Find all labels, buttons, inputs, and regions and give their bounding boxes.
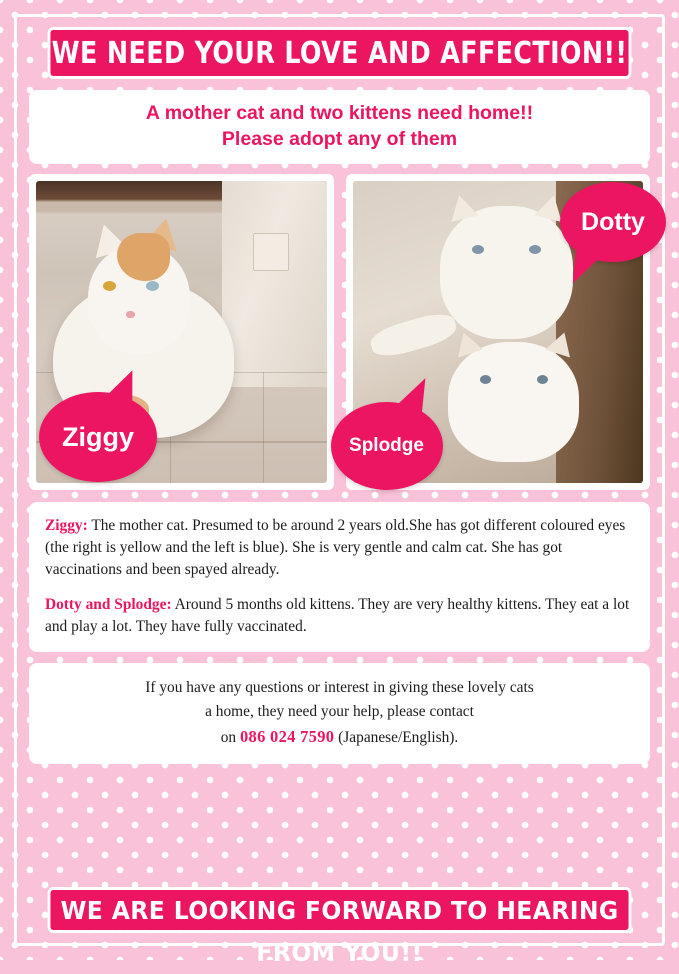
cat-eye-left [103, 281, 116, 291]
dotty-eye-right [529, 245, 541, 254]
description-box [29, 502, 650, 651]
contact-line-1: If you have any questions or interest in giving these lovely cats [145, 678, 534, 696]
cat-head-patch [117, 233, 169, 281]
kitten-leg [367, 309, 459, 362]
description-paragraph-2 [45, 594, 634, 638]
poster-frame [14, 14, 665, 967]
contact-line-3 [41, 724, 638, 750]
dotty-eye-left [472, 245, 484, 254]
description-paragraph-1 [45, 515, 634, 581]
kittens-description-text: Around 5 months old kittens. They are very healthy kittens. They eat a lot and play a lot. They have fully vaccinated. [45, 596, 630, 635]
photo-ziggy [29, 174, 334, 490]
ziggy-description-text: The mother cat. Presumed to be around 2 years old.She has got different coloured eyes (the right is yellow and the left is blue). She is very gentle and calm cat. She has got vaccinations and been spayed already. [45, 517, 626, 579]
splodge-eye-right [537, 375, 548, 384]
contact-line-2: a home, they need your help, please contact [205, 702, 474, 720]
subtitle-box [29, 90, 650, 164]
kitten-splodge [448, 342, 579, 463]
kittens-name-label: Dotty and Splodge: [45, 596, 172, 614]
name-bubble-dotty: Dotty [560, 182, 666, 262]
splodge-eye-left [480, 375, 491, 384]
kitten-dotty [440, 206, 574, 339]
contact-phone-number[interactable]: 086 024 7590 [239, 726, 335, 746]
ziggy-name-label: Ziggy: [45, 517, 88, 535]
footer-banner: WE ARE LOOKING FORWARD TO HEARING FROM YOU!! [48, 887, 632, 933]
subtitle-line-1: A mother cat and two kittens need home!! [145, 102, 534, 124]
name-bubble-ziggy: Ziggy [39, 392, 157, 482]
header-banner: WE NEED YOUR LOVE AND AFFECTION!! [48, 27, 632, 79]
dotty-ear-left [445, 192, 478, 222]
subtitle-line-2: Please adopt any of them [221, 127, 458, 150]
photo-kittens [346, 174, 651, 490]
photo-row [29, 174, 650, 490]
contact-phone-prefix: on [220, 728, 240, 746]
layout-spacer [29, 764, 650, 879]
name-bubble-splodge: Splodge [331, 402, 443, 490]
contact-phone-suffix: (Japanese/English). [334, 728, 459, 746]
contact-box [29, 663, 650, 765]
